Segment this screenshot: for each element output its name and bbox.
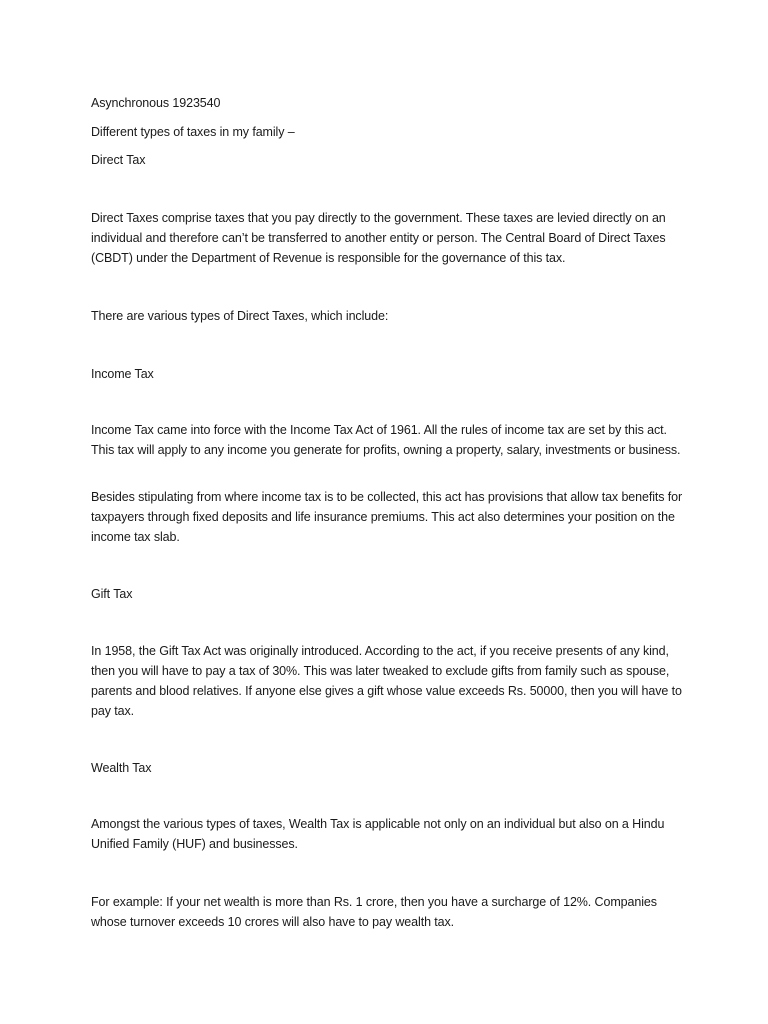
paragraph-income-1: Income Tax came into force with the Income Tax Act of 1961. All the rules of income tax are set by this act. This tax will apply to any income you generate for profits, owning a property, salary, investments or business. xyxy=(91,423,681,457)
section-heading-income-tax: Income Tax xyxy=(91,367,154,381)
paragraph-direct-types: There are various types of Direct Taxes, which include: xyxy=(91,309,389,323)
section-heading-direct-tax: Direct Tax xyxy=(91,153,146,167)
paragraph-gift-1: In 1958, the Gift Tax Act was originally introduced. According to the act, if you receive presents of any kind, then you will have to pay a tax of 30%. This was later tweaked to exclude gifts from family such as spouse, parents and blood relatives. If anyone else gives a gift whose value exceeds Rs. 50000, then you will have to pay tax. xyxy=(91,644,682,718)
section-heading-wealth-tax: Wealth Tax xyxy=(91,761,152,775)
paragraph-direct-intro: Direct Taxes comprise taxes that you pay directly to the government. These taxes are levied directly on an individual and therefore can’t be transferred to another entity or person. The Central Board of Direct Taxes (CBDT) under the Department of Revenue is responsible for the governance of this tax. xyxy=(91,211,666,265)
paragraph-wealth-1: Amongst the various types of taxes, Wealth Tax is applicable not only on an individual but also on a Hindu Unified Family (HUF) and businesses. xyxy=(91,817,665,851)
section-heading-gift-tax: Gift Tax xyxy=(91,587,133,601)
paragraph-income-2: Besides stipulating from where income tax is to be collected, this act has provisions that allow tax benefits for taxpayers through fixed deposits and life insurance premiums. This act also determines your position on the income tax slab. xyxy=(91,490,683,544)
paragraph-wealth-2: For example: If your net wealth is more than Rs. 1 crore, then you have a surcharge of 12%. Companies whose turnover exceeds 10 crores will also have to pay wealth tax. xyxy=(91,895,657,929)
document-subtitle: Different types of taxes in my family – xyxy=(91,125,295,139)
document-header: Asynchronous 1923540 xyxy=(91,96,221,110)
